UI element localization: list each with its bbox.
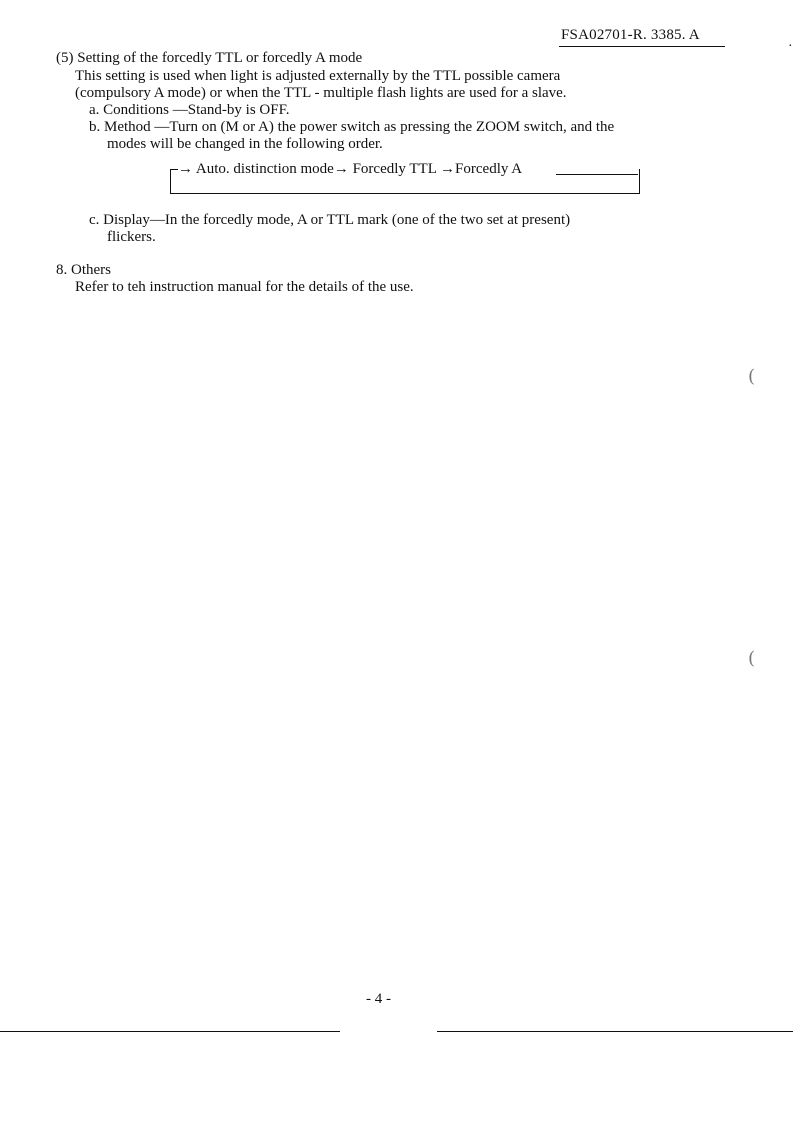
footer-rule-left (0, 1031, 340, 1032)
item-a-conditions: a. Conditions —Stand-by is OFF. (89, 102, 290, 118)
item-b-method-line-2: modes will be changed in the following order. (107, 136, 383, 152)
flow-loop-top-left (170, 169, 178, 170)
section-5-intro-line-1: This setting is used when light is adjusted externally by the TTL possible camera (75, 68, 561, 84)
section-5-heading: (5) Setting of the forcedly TTL or forcedly A mode (56, 50, 363, 66)
footer-rule-right (437, 1031, 793, 1032)
section-8-heading: 8. Others (56, 262, 111, 278)
page-number: - 4 - (366, 991, 391, 1007)
section-5-intro-line-2: (compulsory A mode) or when the TTL - multiple flash lights are used for a slave. (75, 85, 567, 101)
section-8-body: Refer to teh instruction manual for the details of the use. (75, 279, 414, 295)
corner-dot: · (788, 39, 793, 54)
doc-code: FSA02701-R. 3385. A (561, 27, 700, 43)
item-b-method-line-1: b. Method —Turn on (M or A) the power switch as pressing the ZOOM switch, and the (89, 119, 615, 135)
item-c-display-line-1: c. Display—In the forcedly mode, A or TTL mark (one of the two set at present) (89, 212, 571, 228)
flow-sequence-text: → Auto. distinction mode→ Forcedly TTL →Forcedly A (178, 161, 523, 177)
flow-loop-top-right (556, 174, 638, 175)
doc-code-underline (559, 46, 725, 47)
margin-mark-2: ( (748, 648, 756, 669)
margin-mark-1: ( (748, 366, 756, 387)
item-c-display-line-2: flickers. (107, 229, 156, 245)
